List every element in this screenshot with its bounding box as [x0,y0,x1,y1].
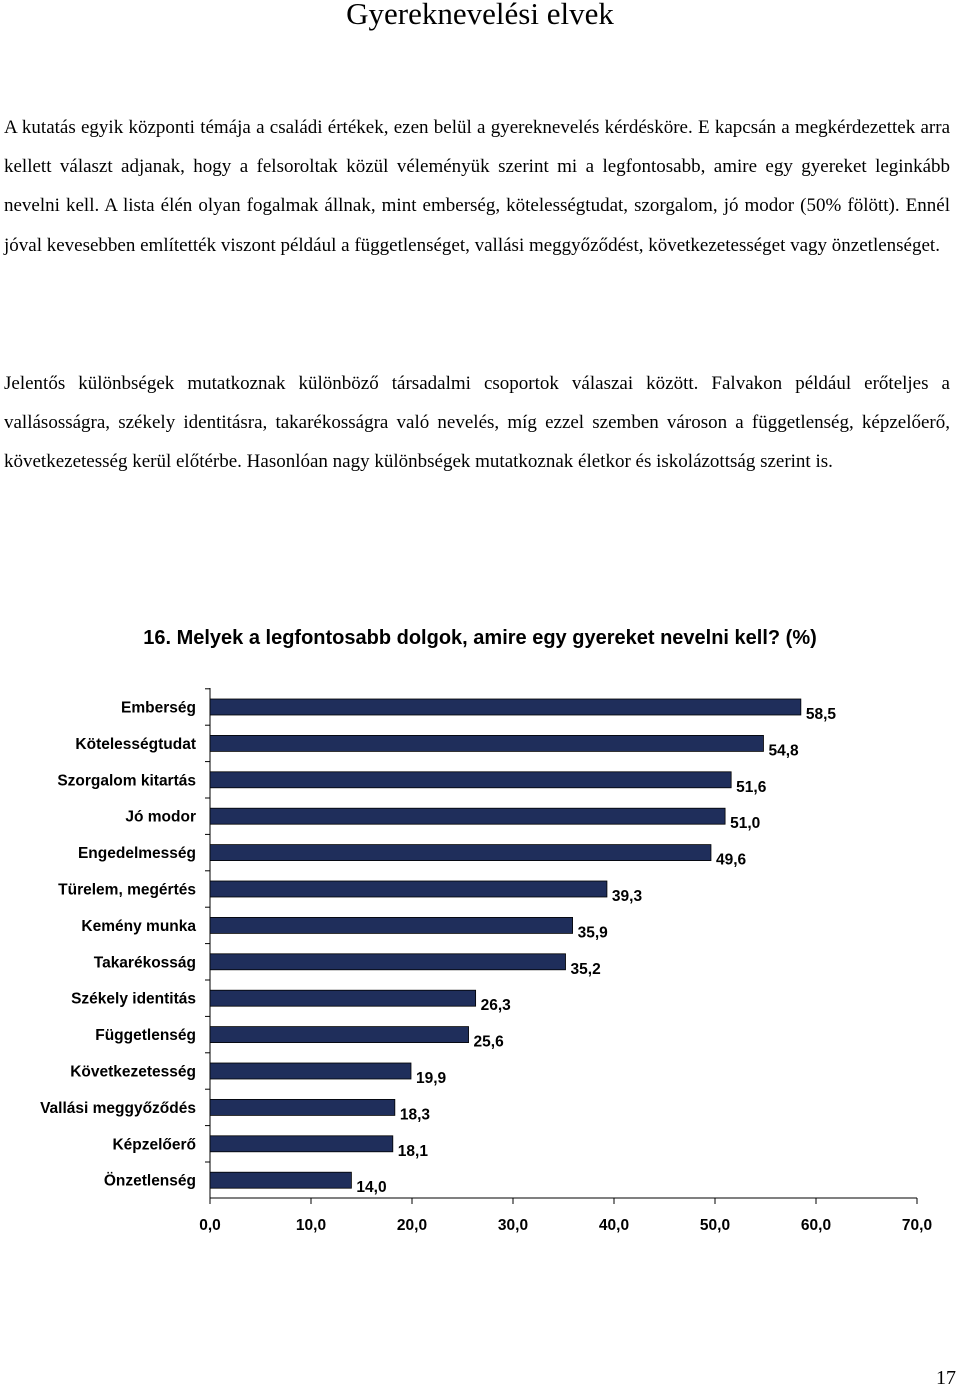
bar [210,808,725,824]
bar [210,1027,469,1043]
bar [210,1099,395,1115]
x-tick-label: 60,0 [800,1217,832,1234]
category-label: Önzetlenség [103,1172,196,1190]
data-label: 14,0 [356,1179,387,1197]
x-tick-label: 40,0 [598,1217,630,1234]
category-label: Képzelőerő [112,1136,196,1154]
category-label: Vallási meggyőződés [40,1099,196,1117]
category-label: Türelem, megértés [58,881,196,899]
bar [210,772,731,788]
category-label: Székely identitás [71,990,196,1008]
x-tick-label: 20,0 [396,1217,428,1234]
bar [210,954,566,970]
x-tick-label: 70,0 [901,1217,933,1234]
data-label: 26,3 [480,997,511,1015]
data-label: 18,1 [397,1142,428,1160]
page-title: Gyereknevelési elvek [346,0,614,31]
data-label: 35,2 [570,960,601,978]
data-label: 51,0 [730,815,761,833]
bar [210,1136,393,1152]
data-label: 49,6 [715,851,747,869]
category-label: Szorgalom kitartás [57,772,196,790]
bar [210,917,573,933]
category-label: Engedelmesség [77,845,196,863]
category-label: Következetesség [70,1063,196,1081]
x-tick-label: 10,0 [295,1217,327,1234]
category-label: Emberség [121,699,196,717]
category-label: Kötelességtudat [75,735,196,753]
page-number: 17 [936,1367,956,1389]
category-label: Jó modor [125,808,196,826]
x-tick-label: 30,0 [497,1217,529,1234]
chart-title: 16. Melyek a legfontosabb dolgok, amire egy gyereket nevelni kell? (%) [143,627,817,649]
bar-chart [0,680,960,1250]
data-label: 58,5 [805,706,837,723]
body-paragraph-2: Jelentős különbségek mutatkoznak különböző társadalmi csoportok válaszai között. Falvakon például erőteljes a vallásosságra, székely identitásra, takarékosságra való nevelés, míg ezzel szemben városon a függetlenség, képzelőerő, következetesség kerül előtérbe. Hasonlóan nagy különbségek mutatkoznak életkor és iskolázottság szerint is. [4,373,950,473]
bar [210,1063,411,1079]
data-label: 54,8 [768,742,799,760]
data-label: 35,9 [577,924,608,942]
bar [210,845,711,861]
x-tick-label: 50,0 [699,1217,731,1234]
data-label: 25,6 [473,1033,504,1051]
body-paragraph-1: A kutatás egyik központi témája a családi értékek, ezen belül a gyereknevelés kérdésköre. E kapcsán a megkérdezettek arra kellett választ adjanak, hogy a felsoroltak közül véleményük szerint mi a legfontosabb, amire egy gyereket leginkább nevelni kell. A lista élén olyan fogalmak állnak, mint emberség, kötelességtudat, szorgalom, jó modor (50% fölött). Ennél jóval kevesebben említették viszont például a függetlenséget, vallási meggyőződést, következetességet vagy önzetlenséget. [4,117,950,256]
data-label: 39,3 [611,888,643,905]
bar [210,881,607,897]
category-label: Takarékosság [93,954,196,972]
data-label: 51,6 [736,778,767,796]
category-label: Kemény munka [81,917,196,935]
bar [210,699,801,715]
x-tick-label: 0,0 [199,1217,221,1234]
bar [210,735,763,751]
data-label: 19,9 [415,1070,447,1087]
category-label: Függetlenség [95,1027,196,1045]
bar [210,990,476,1006]
data-label: 18,3 [399,1106,431,1124]
bar [210,1172,351,1188]
